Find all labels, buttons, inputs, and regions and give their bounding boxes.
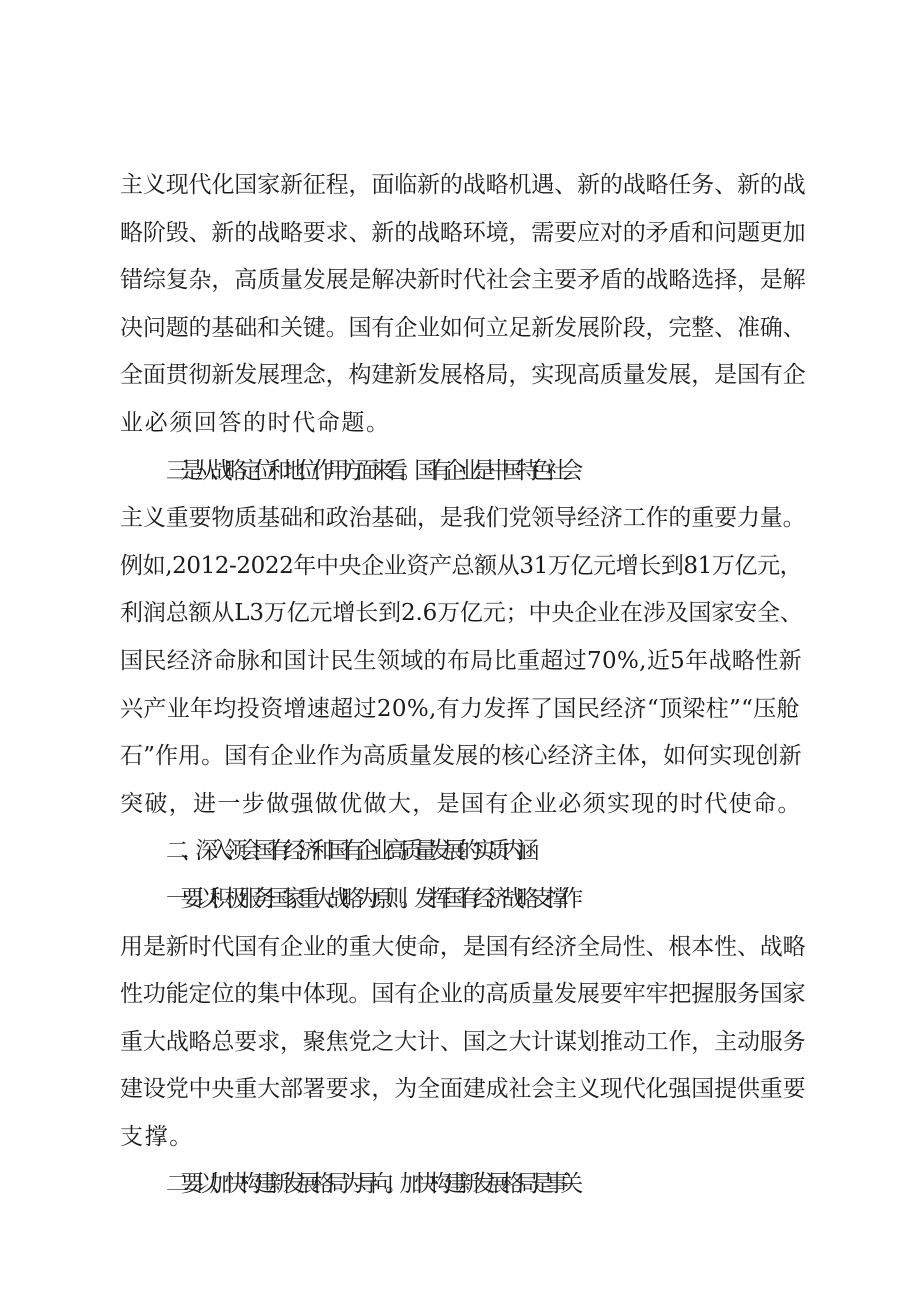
document-body (120, 162, 806, 1209)
text-line: 全面贯彻新发展理念，构建新发展格局，实现高质量发展，是国有企 (120, 362, 806, 389)
text-line: 一要以积极服务国家重大战略为原则。发挥国有经济战略支撑作 (166, 885, 575, 912)
text-line: 错综复杂，高质量发展是解决新时代社会主要矛盾的战略选择，是解 (120, 267, 806, 294)
text-line: 支撑。 (120, 1123, 194, 1150)
text-line: 决问题的基础和关键。国有企业如何立足新发展阶段，完整、准确、 (120, 314, 806, 341)
text-line: 主义重要物质基础和政治基础，是我们党领导经济工作的重要力量。 (120, 505, 806, 532)
text-line: 三是从战略定位和地位作用方面来看。国有企业是中国特色社会 (166, 457, 575, 484)
text-line: 石”作用。国有企业作为高质量发展的核心经济主体，如何实现创新 (120, 743, 802, 770)
text-line: 重大战略总要求，聚焦党之大计、国之大计谋划推动工作，主动服务 (120, 1028, 806, 1055)
text-line: 兴产业年均投资增速超过20%,有力发挥了国民经济“顶梁柱”“压舱 (120, 695, 800, 722)
text-line: 建设党中央重大部署要求，为全面建成社会主义现代化强国提供重要 (120, 1076, 806, 1103)
text-line: 业必须回答的时代命题。 (120, 409, 391, 436)
text-line: 二要以加快构建新发展格局为导向。加快构建新发展格局是事关 (166, 1171, 575, 1198)
text-line: 性功能定位的集中体现。国有企业的高质量发展要牢牢把握服务国家 (120, 981, 806, 1008)
text-line: 突破，进一步做强做优做大，是国有企业必须实现的时代使命。 (120, 790, 802, 817)
text-line: 二、深入领会国有经济和国有企业高质量发展的实质内涵 (166, 838, 532, 865)
text-line: 例如,2012-2022年中央企业资产总额从31万亿元增长到81万亿元， (120, 552, 803, 579)
text-line: 主义现代化国家新征程，面临新的战略机遇、新的战略任务、新的战 (120, 172, 806, 198)
text-line: 用是新时代国有企业的重大使命，是国有经济全局性、根本性、战略 (120, 933, 806, 960)
text-line: 略阶毁、新的战略要求、新的战略环境，需要应对的矛盾和问题更加 (120, 219, 806, 246)
text-line: 国民经济命脉和国计民生领域的布局比重超过70%,近5年战略性新 (120, 647, 802, 674)
text-line: 利润总额从L3万亿元增长到2.6万亿元；中央企业在涉及国家安全、 (120, 600, 803, 627)
